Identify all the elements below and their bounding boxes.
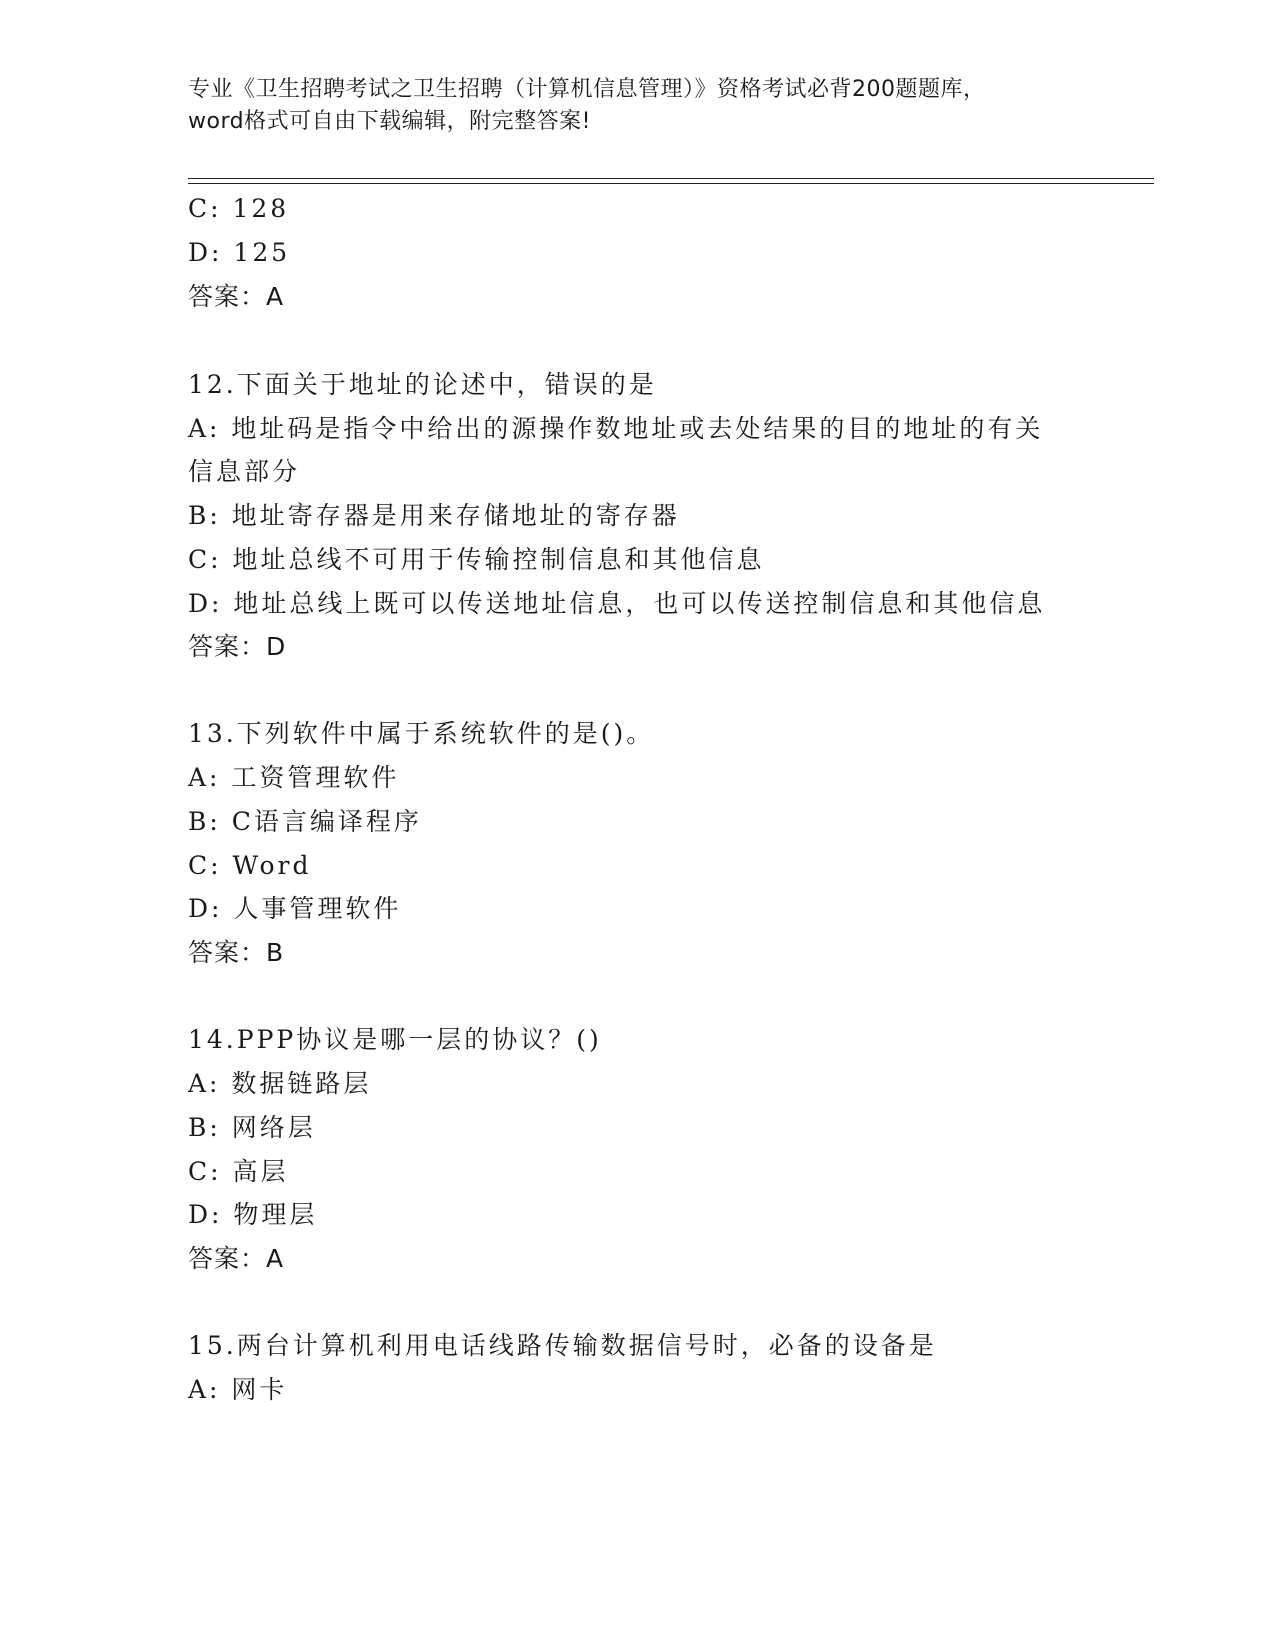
header-title-line-1: 专业《卫生招聘考试之卫生招聘（计算机信息管理）》资格考试必背200题题库，	[188, 77, 986, 102]
q12-option-d: D: 地址总线上既可以传送地址信息，也可以传送控制信息和其他信息	[188, 589, 1046, 618]
q14-answer: 答案：A	[188, 1244, 285, 1273]
q14-option-a: A: 数据链路层	[188, 1069, 372, 1098]
header-divider-bottom	[188, 183, 1154, 184]
q14-question: 14.PPP协议是哪一层的协议？()	[188, 1025, 602, 1054]
q13-option-d: D: 人事管理软件	[188, 894, 402, 923]
q12-option-a: A: 地址码是指令中给出的源操作数地址或去处结果的目的地址的有关	[188, 414, 1044, 443]
q12-question: 12.下面关于地址的论述中，错误的是	[188, 370, 657, 399]
q12-option-a-continued: 信息部分	[188, 457, 301, 486]
q14-option-b: B: 网络层	[188, 1113, 316, 1142]
q11-answer: 答案：A	[188, 282, 285, 311]
header-divider-top	[188, 178, 1154, 179]
q15-question: 15.两台计算机利用电话线路传输数据信号时，必备的设备是	[188, 1331, 937, 1360]
header-title-line-2: word格式可自由下载编辑，附完整答案!	[188, 109, 591, 134]
q13-option-a: A: 工资管理软件	[188, 763, 400, 792]
q13-option-c: C: Word	[188, 851, 312, 880]
q15-option-a: A: 网卡	[188, 1375, 288, 1404]
q13-option-b: B: C语言编译程序	[188, 807, 422, 836]
q13-question: 13.下列软件中属于系统软件的是()。	[188, 719, 655, 748]
q11-option-c: C: 128	[188, 194, 290, 223]
q14-option-d: D: 物理层	[188, 1200, 318, 1229]
q13-answer: 答案：B	[188, 938, 285, 967]
document-header	[188, 74, 1088, 138]
q14-option-c: C: 高层	[188, 1157, 289, 1186]
q11-option-d: D: 125	[188, 238, 291, 267]
q12-answer: 答案：D	[188, 632, 287, 661]
q12-option-c: C: 地址总线不可用于传输控制信息和其他信息	[188, 545, 765, 574]
q12-option-b: B: 地址寄存器是用来存储地址的寄存器	[188, 501, 680, 530]
